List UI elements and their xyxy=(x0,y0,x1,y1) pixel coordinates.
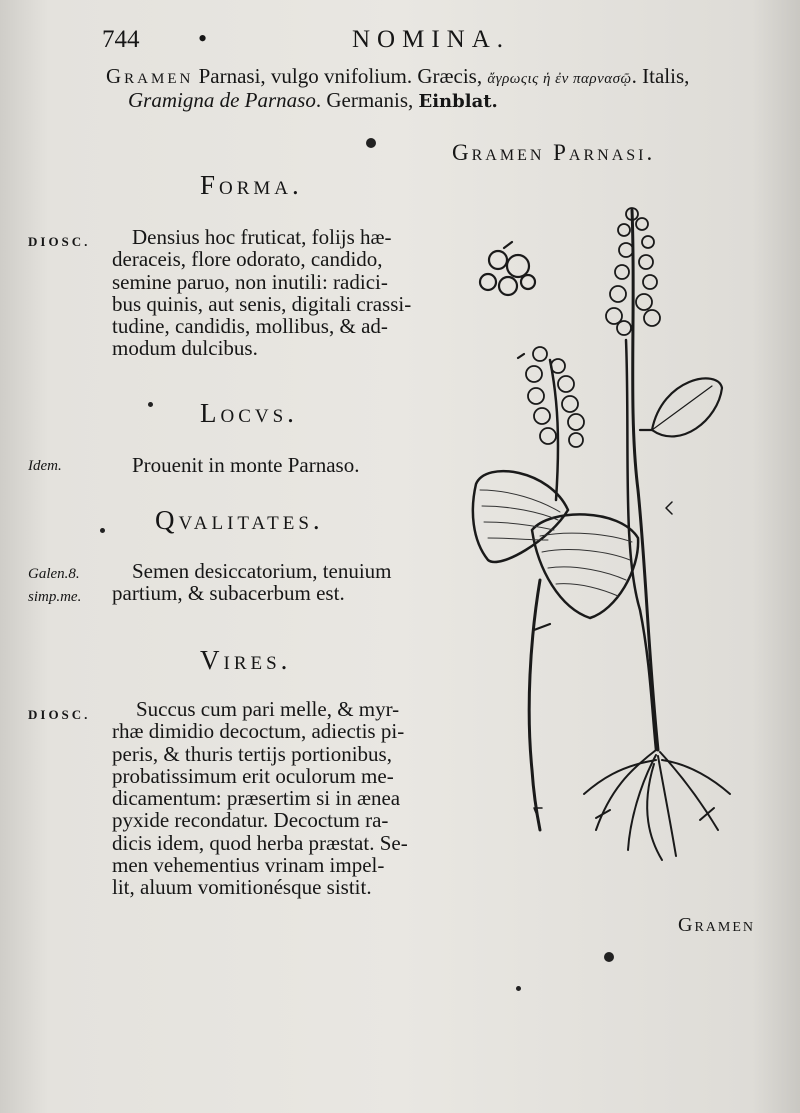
margin-note-locus: Idem. xyxy=(28,458,62,474)
names-line-1 xyxy=(106,64,689,89)
ink-spot xyxy=(100,528,105,533)
plate-label: Gramen Parnasi. xyxy=(452,140,656,165)
running-head: NOMINA. xyxy=(352,26,511,53)
names-text-2: . Germanis, xyxy=(315,88,419,112)
margin-note-galen: Galen.8. xyxy=(28,566,80,582)
heading-forma: Forma. xyxy=(200,170,303,200)
text-line: men vehementius vrinam impel- xyxy=(112,853,385,878)
text-line: partium, & subacerbum est. xyxy=(112,581,345,606)
text-line: dicis idem, quod herba præstat. Se- xyxy=(112,830,408,855)
text-line: deraceis, flore odorato, candido, xyxy=(112,247,383,272)
heading-qualitates: Qvalitates. xyxy=(155,505,324,535)
plant-illustration xyxy=(400,190,760,880)
ink-spot xyxy=(604,952,614,962)
catchword: Gramen xyxy=(678,914,756,936)
text-line: modum dulcibus. xyxy=(112,336,258,361)
names-text-1: Parnasi, vulgo vnifolium. Græcis, xyxy=(193,64,488,88)
text-line: probatissimum erit oculorum me- xyxy=(112,763,394,788)
paragraph-forma xyxy=(112,226,411,360)
italian-name: Gramigna de Parnaso xyxy=(128,88,316,112)
text-line: Densius hoc fruticat, folijs hæ- xyxy=(132,225,392,249)
text-line: Semen desiccatorium, tenuium xyxy=(132,559,392,583)
margin-note-forma: DIOSC. xyxy=(28,234,91,249)
names-caps: Gramen xyxy=(106,64,194,88)
margin-note-simp: simp.me. xyxy=(28,589,82,605)
text-line: pyxide recondatur. Decoctum ra- xyxy=(112,808,389,833)
paragraph-vires xyxy=(112,698,408,899)
margin-note-vires: DIOSC. xyxy=(28,707,91,722)
heading-vires: Vires. xyxy=(200,645,292,675)
greek-name: ἄγρωςις ἡ ἐν παρνασῷ xyxy=(487,71,632,87)
names-line-2 xyxy=(128,88,498,113)
text-line: rhæ dimidio decoctum, adiectis pi- xyxy=(112,719,405,744)
ink-spot xyxy=(148,402,153,407)
text-line: Succus cum pari melle, & myr- xyxy=(136,697,400,721)
german-name: Einblat. xyxy=(418,91,498,112)
text-line: Prouenit in monte Parnaso. xyxy=(132,453,360,477)
ink-spot xyxy=(366,138,376,148)
paragraph-qualitates xyxy=(112,560,392,605)
page-number: 744 xyxy=(102,26,140,53)
text-line: lit, aluum vomitionésque sistit. xyxy=(112,875,372,900)
text-line: semine paruo, non inutili: radici- xyxy=(112,269,388,294)
ink-spot xyxy=(516,986,521,991)
text-line: bus quinis, aut senis, digitali crassi- xyxy=(112,291,412,316)
text-line: peris, & thuris tertijs portionibus, xyxy=(112,741,392,766)
header-dot: • xyxy=(198,24,208,53)
names-end-1: . Italis, xyxy=(631,64,690,88)
text-line: tudine, candidis, mollibus, & ad- xyxy=(112,314,388,339)
text-line: dicamentum: præsertim si in ænea xyxy=(112,786,401,811)
paragraph-locus xyxy=(132,454,359,476)
heading-locus: Locvs. xyxy=(200,398,298,428)
